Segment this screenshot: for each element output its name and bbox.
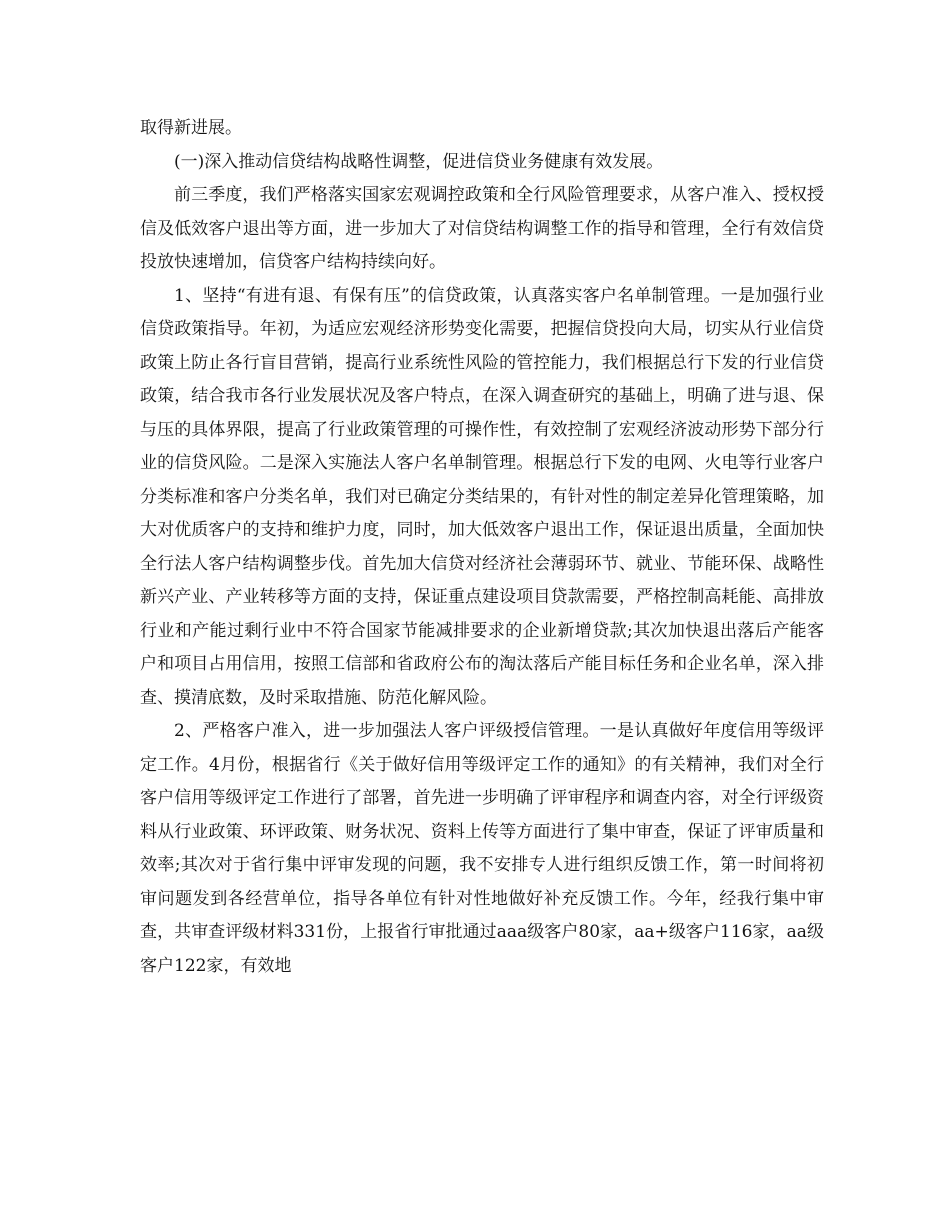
section-heading-credit-structure: (一)深入推动信贷结构战略性调整，促进信贷业务健康有效发展。 xyxy=(174,151,664,172)
paragraph-overview: 前三季度，我们严格落实国家宏观调控政策和全行风险管理要求，从客户准入、授权授信及低效客户退出等方面，进一步加大了对信贷结构调整工作的指导和管理，全行有效信贷投放快速增加，信贷客户结构持续向好。 xyxy=(140,185,824,272)
paragraph-point-2: 2、严格客户准入，进一步加强法人客户评级授信管理。一是认真做好年度信用等级评定工作。4月份，根据省行《关于做好信用等级评定工作的通知》的有关精神，我们对全行客户信用等级评定工作进行了部署，首先进一步明确了评审程序和调查内容，对全行评级资料从行业政策、环评政策、财务状况、资料上传等方面进行了集中审查，保证了评审质量和效率;其次对于省行集中评审发现的问题，我不安排专人进行组织反馈工作，第一时间将初审问题发到各经营单位，指导各单位有针对性地做好补充反馈工作。今年，经我行集中审查，共审查评级材料331份，上报省行审批通过aaa级客户80家，aa+级客户116家，aa级客户122家，有效地 xyxy=(140,721,824,976)
paragraph-continuation: 取得新进展。 xyxy=(140,118,242,138)
paragraph-point-1: 1、坚持“有进有退、有保有压”的信贷政策，认真落实客户名单制管理。一是加强行业信贷政策指导。年初，为适应宏观经济形势变化需要，把握信贷投向大局，切实从行业信贷政策上防止各行盲目营销，提高行业系统性风险的管控能力，我们根据总行下发的行业信贷政策，结合我市各行业发展状况及客户特点，在深入调查研究的基础上，明确了进与退、保与压的具体界限，提高了行业政策管理的可操作性，有效控制了宏观经济波动形势下部分行业的信贷风险。二是深入实施法人客户名单制管理。根据总行下发的电网、火电等行业客户分类标准和客户分类名单，我们对已确定分类结果的，有针对性的制定差异化管理策略，加大对优质客户的支持和维护力度，同时，加大低效客户退出工作，保证退出质量，全面加快全行法人客户结构调整步伐。首先加大信贷对经济社会薄弱环节、就业、节能环保、战略性新兴产业、产业转移等方面的支持，保证重点建设项目贷款需要，严格控制高耗能、高排放行业和产能过剩行业中不符合国家节能减排要求的企业新增贷款;其次加快退出落后产能客户和项目占用信用，按照工信部和省政府公布的淘汰落后产能目标任务和企业名单，深入排查、摸清底数，及时采取措施、防范化解风险。 xyxy=(140,285,824,708)
document-body xyxy=(140,112,824,983)
